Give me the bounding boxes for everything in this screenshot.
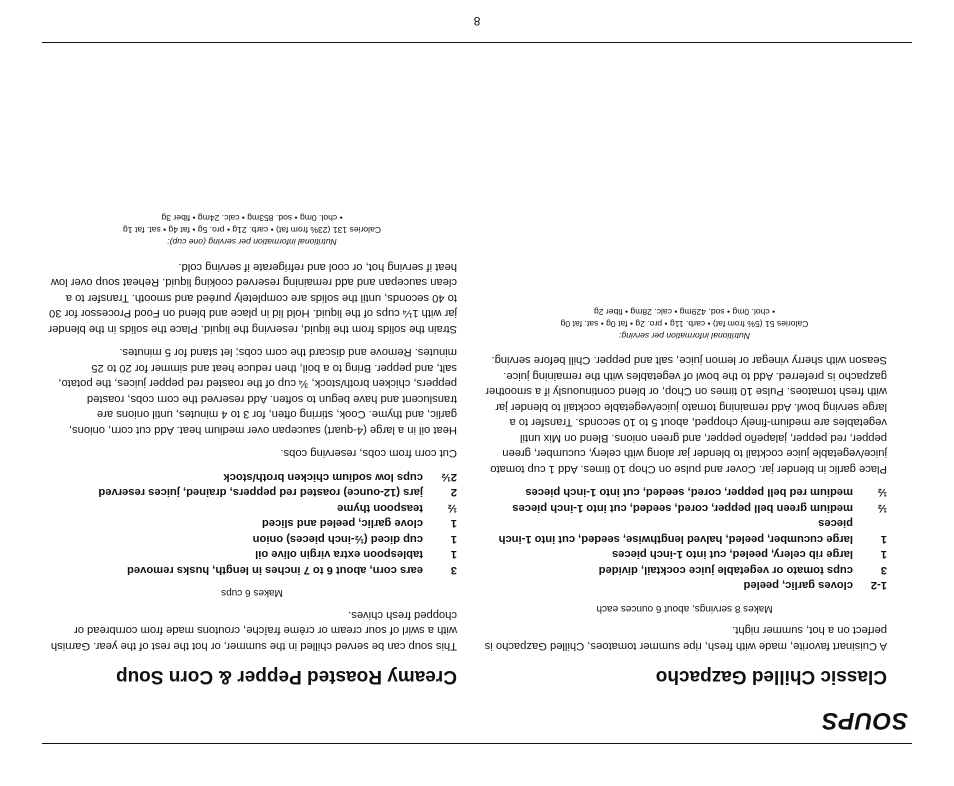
ingredient-qty: 2: [450, 486, 457, 499]
ingredient-text: tablespoon extra virgin olive oil: [255, 548, 423, 561]
ingredient-row: [482, 484, 887, 500]
nutrition-line: Calories 51 (5% from fat) • carb. 11g • pro. 2g • fat 0g • sat. fat 0g: [560, 319, 809, 329]
recipe-gazpacho: [482, 306, 887, 691]
ingredient-text: jars (12-ounce) roasted red peppers, drained, juices reserved: [98, 486, 423, 499]
ingredient-row: [47, 562, 457, 578]
ingredient-row: [482, 577, 887, 593]
nutrition-line: Calories 131 (23% from fat) • carb. 21g • pro. 5g • fat 4g • sat. fat 1g: [122, 225, 382, 236]
ingredient-qty: 1: [880, 548, 887, 561]
recipe-step: Heat oil in a large (4-quart) saucepan over medium heat. Add cut corn, onions, garlic, and thyme. Cook, stirring often, for 3 to 4 minutes, until onions are translucent and have begun to soften. Add reserved the corn cobs, roasted peppers, chicken broth/stock, ¾ cup of the roasted red pepper juices, the potato, salt, and pepper. Bring to a boil, then reduce heat and simmer for 20 to 25 minutes. Remove and discard the corn cobs; let stand for 5 minutes.: [58, 346, 457, 436]
recipe-intro: A Cuisinart favorite, made with fresh, ripe summer tomatoes, Chilled Gazpacho is perfect on a hot, summer night.: [484, 624, 887, 652]
ingredient-qty: 1: [450, 533, 457, 545]
ingredient-text: ears corn, about 6 to 7 inches in length, husks removed: [127, 564, 423, 576]
recipe-title: Classic Chilled Gazpacho: [655, 666, 887, 687]
ingredient-row: [482, 500, 887, 516]
ingredient-qty: 2½: [441, 471, 457, 483]
ingredient-text: medium red bell pepper, cored, seeded, cut into 1-inch pieces: [525, 486, 853, 499]
recipe-corn-soup: [47, 213, 457, 692]
ingredient-qty: 3: [880, 564, 887, 576]
ingredient-qty: ½: [877, 486, 887, 499]
ingredient-text: cups low sodium chicken broth/stock: [223, 471, 423, 483]
recipe-title: Creamy Roasted Pepper & Corn Soup: [115, 666, 457, 687]
ingredient-row: [482, 546, 887, 562]
nutrition-heading: Nutritional information per serving (one cup):: [167, 237, 337, 248]
ingredient-qty: 3: [450, 564, 457, 576]
ingredient-text: medium green bell pepper, cored, seeded, cut into 1-inch pieces: [512, 502, 853, 514]
ingredient-row: [47, 546, 457, 562]
nutrition-line: • chol. 0mg • sod. 853mg • calc. 24mg • fiber 3g: [161, 213, 343, 224]
ingredient-text: cups tomato or vegetable juice cocktail, divided: [598, 564, 853, 576]
ingredient-text: large rib celery, peeled, cut into 1-inch pieces: [611, 548, 853, 561]
ingredient-text: cup diced (½-inch pieces) onion: [252, 533, 423, 545]
ingredient-qty: ½: [877, 502, 887, 514]
nutrition-info: [482, 306, 887, 342]
bottom-rule: [42, 42, 912, 43]
recipe-step: Place garlic in blender jar. Cover and pulse on Chop 10 times. Add 1 cup tomato juice/vegetable juice cocktail to blender jar along with celery, cucumber, green pepper, red pepper, jalapeño pepper, and green onions. Blend on Mix until vegetables are medium-finely chopped, about 5 to 10 seconds. Transfer to a large serving bowl. Add remaining tomato juice/vegetable cocktail to blender jar with fresh tomatoes. Pulse 10 times on Chop, or blend continuously if a smoother gazpacho is preferred. Add to the bowl of vegetables with the remaining juice. Season with sherry vinegar or lemon juice, salt and pepper. Chill before serving.: [485, 354, 887, 475]
ingredient-qty: 1: [880, 533, 887, 545]
ingredient-row: [47, 500, 457, 516]
page-number: 8: [473, 14, 481, 28]
recipe-yield: Makes 6 cups: [221, 587, 283, 599]
recipe-step: Cut corn from cobs, reserving cobs.: [280, 447, 457, 460]
nutrition-info: [47, 213, 457, 249]
ingredient-text: teaspoon thyme: [337, 502, 423, 514]
section-title: SOUPS: [821, 707, 908, 734]
ingredient-row: [47, 469, 457, 485]
ingredient-text: large cucumber, peeled, halved lengthwise, seeded, cut into 1-inch pieces: [498, 517, 853, 545]
ingredient-row: [47, 484, 457, 500]
ingredient-text: clove garlic, peeled and sliced: [261, 517, 423, 530]
ingredient-row: [482, 515, 887, 546]
ingredient-qty: 1: [450, 548, 457, 561]
ingredient-qty: ½: [447, 502, 457, 514]
recipe-step: Strain the solids from the liquid, reserving the liquid. Place the solids in the blender jar with 1¼ cups of the liquid. Hold lid in place and blend on Food Processor for 30 to 40 seconds, until the solids are completely puréed and smooth. Transfer to a clean saucepan and add remaining reserved cooking liquid. Reheat soup over low heat if serving hot, or cool and refrigerate if serving cold.: [48, 261, 457, 335]
recipe-intro: This soup can be served chilled in the summer, or hot the rest of the year. Garnish with a swirl of sour cream or crème fraîche, croutons made from cornbread or chopped fresh chives.: [50, 609, 457, 652]
nutrition-line: • chol. 0mg • sod. 429mg • calc. 28mg • fiber 2g: [593, 307, 776, 317]
recipe-yield: Makes 8 servings, about 6 ounces each: [596, 603, 773, 614]
ingredient-row: [482, 562, 887, 578]
ingredient-text: cloves garlic, peeled: [743, 579, 853, 592]
ingredient-row: [47, 515, 457, 531]
nutrition-heading: Nutritional information per serving:: [619, 331, 750, 341]
ingredient-qty: 1-2: [870, 579, 887, 592]
ingredient-row: [47, 531, 457, 547]
ingredient-qty: 1: [450, 517, 457, 530]
top-rule: [42, 743, 912, 744]
